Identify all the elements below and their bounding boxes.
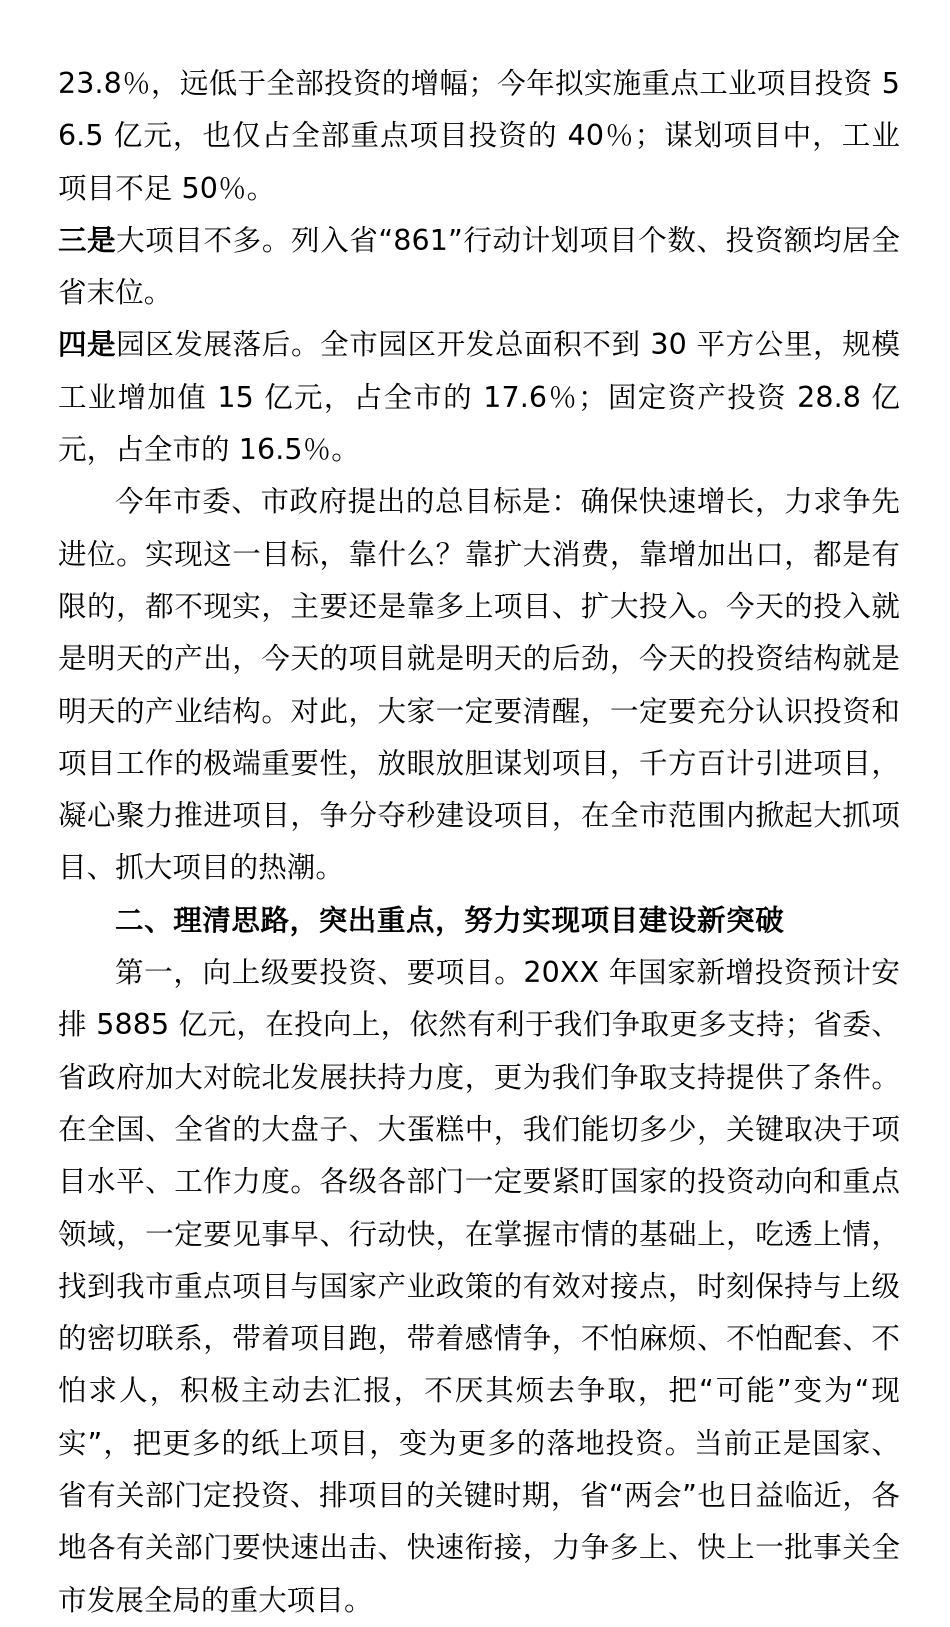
- paragraph-point-three: [58, 215, 900, 320]
- section-heading-two: 二、理清思路，突出重点，努力实现项目建设新突破: [115, 903, 785, 937]
- paragraph-continued-investment-share: 23.8％，远低于全部投资的增幅；今年拟实施重点工业项目投资 56.5 亿元，也仅占全部重点项目投资的 40％；谋划项目中，工业项目不足 50％。: [58, 67, 900, 205]
- paragraph-point-four-text: 园区发展落后。全市园区开发总面积不到 30 平方公里，规模工业增加值 15 亿元，占全市的 17.6％；固定资产投资 28.8 亿元，占全市的 16.5％。: [58, 328, 900, 467]
- paragraph-point-four: [58, 319, 900, 476]
- paragraph-point-three-text: 大项目不多。列入省“861”行动计划项目个数、投资额均居全省末位。: [58, 223, 900, 310]
- bold-marker-point-four: 四是: [58, 328, 117, 362]
- paragraph-annual-goal: 今年市委、市政府提出的总目标是：确保快速增长，力求争先进位。实现这一目标，靠什么？靠扩大消费，靠增加出口，都是有限的，都不现实，主要还是靠多上项目、扩大投入。今天的投入就是明天的产出，今天的项目就是明天的后劲，今天的投资结构就是明天的产业结构。对此，大家一定要清醒，一定要充分认识投资和项目工作的极端重要性，放眼放胆谋划项目，千方百计引进项目，凝心聚力推进项目，争分夺秒建设项目，在全市范围内掀起大抓项目、抓大项目的热潮。: [58, 485, 900, 885]
- paragraph-first-point-request-investment: 第一，向上级要投资、要项目。20XX 年国家新增投资预计安排 5885 亿元，在投向上，依然有利于我们争取更多支持；省委、省政府加大对皖北发展扶持力度，更为我们争取支持提供了条件。在全国、全省的大盘子、大蛋糕中，我们能切多少，关键取决于项目水平、工作力度。各级各部门一定要紧盯国家的投资动向和重点领域，一定要见事早、行动快，在掌握市情的基础上，吃透上情，找到我市重点项目与国家产业政策的有效对接点，时刻保持与上级的密切联系，带着项目跑，带着感情争，不怕麻烦、不怕配套、不怕求人，积极主动去汇报，不厌其烦去争取，把“可能”变为“现实”，把更多的纸上项目，变为更多的落地投资。当前正是国家、省有关部门定投资、排项目的关键时期，省“两会”也日益临近，各地各有关部门要快速出击、快速衔接，力争多上、快上一批事关全市发展全局的重大项目。: [58, 956, 900, 1617]
- bold-marker-point-three: 三是: [58, 223, 117, 257]
- document-body: [58, 58, 900, 1627]
